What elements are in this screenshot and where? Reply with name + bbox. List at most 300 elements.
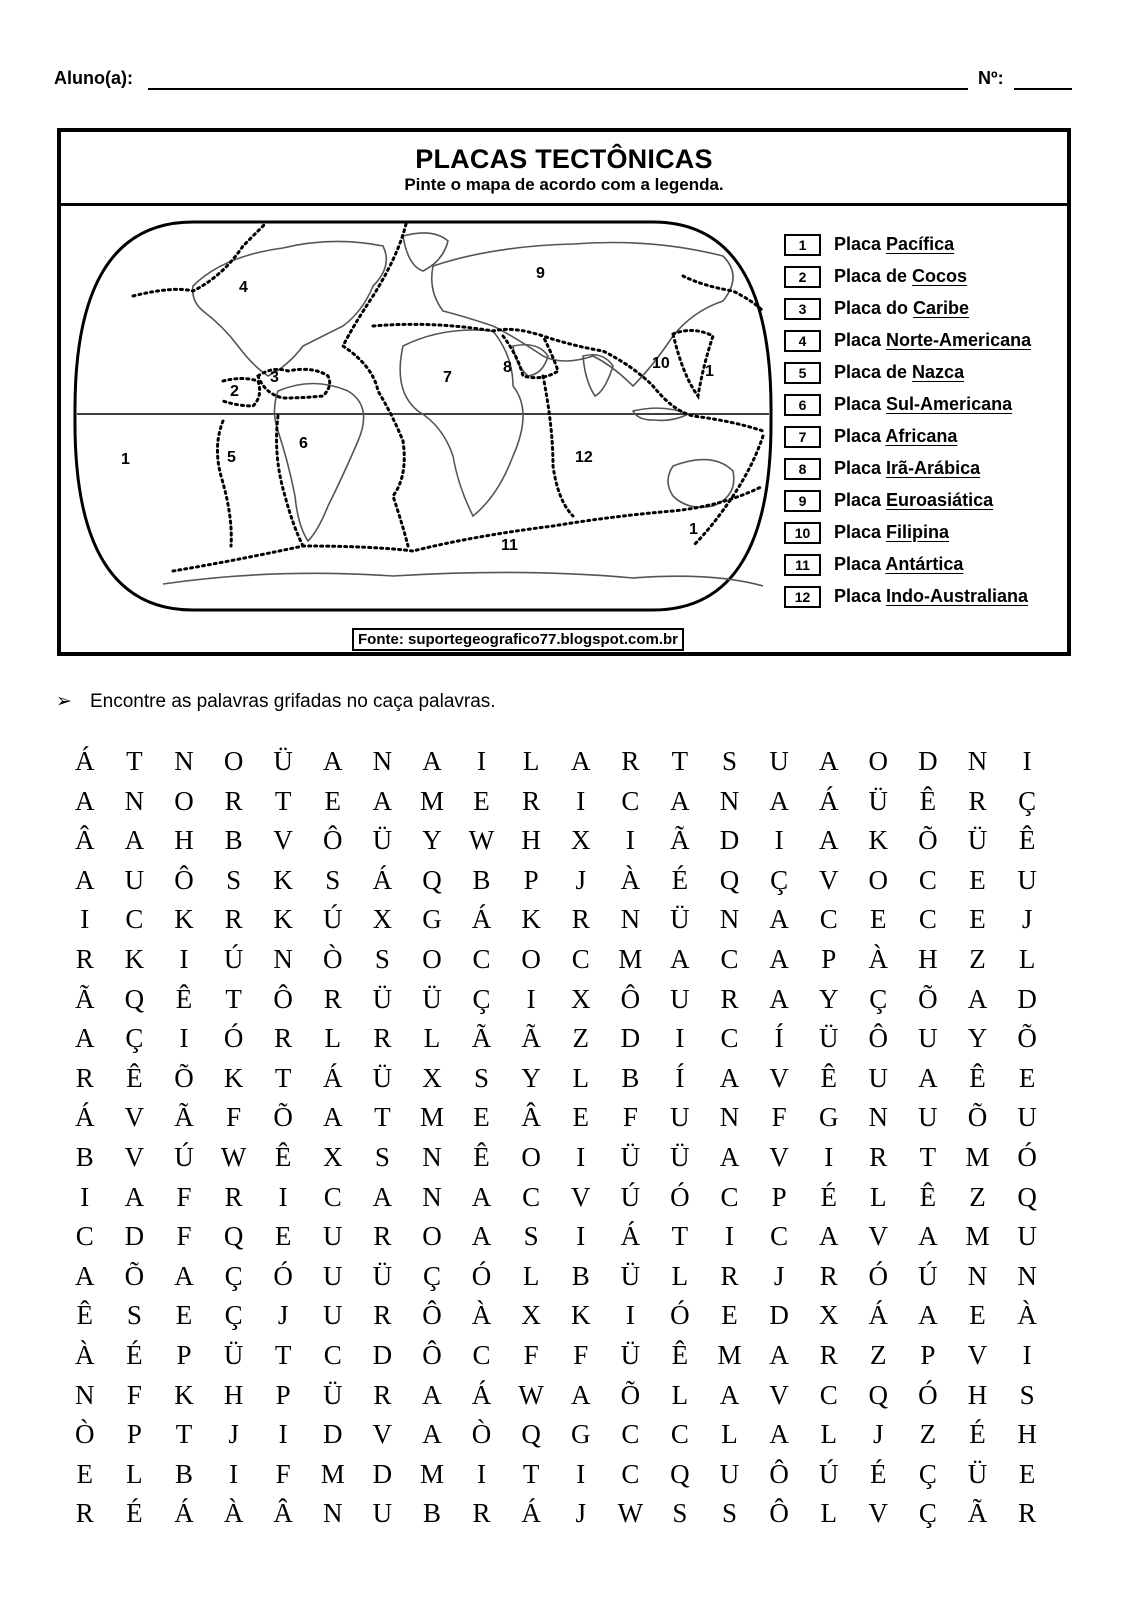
grid-letter[interactable]: N	[323, 1498, 343, 1529]
grid-letter[interactable]: A	[471, 1181, 492, 1212]
grid-letter[interactable]: Y	[422, 825, 442, 856]
grid-letter[interactable]: Ó	[918, 1379, 938, 1410]
grid-letter[interactable]: H	[174, 825, 194, 856]
grid-letter[interactable]: K	[273, 904, 293, 935]
grid-letter[interactable]: Ã	[75, 983, 95, 1014]
grid-letter[interactable]: A	[323, 1102, 343, 1133]
grid-letter[interactable]: E	[76, 1458, 94, 1489]
grid-letter[interactable]: Ü	[670, 904, 690, 935]
grid-letter[interactable]: L	[721, 1419, 738, 1450]
grid-letter[interactable]: R	[224, 1181, 243, 1212]
grid-letter[interactable]: A	[719, 1141, 740, 1172]
grid-letter[interactable]: U	[124, 864, 145, 895]
grid-letter[interactable]: E	[969, 1300, 986, 1331]
grid-letter[interactable]: I	[576, 785, 586, 816]
grid-letter[interactable]: R	[224, 904, 243, 935]
grid-letter[interactable]: I	[1022, 746, 1032, 776]
grid-letter[interactable]: Ç	[224, 1260, 243, 1291]
grid-letter[interactable]: C	[670, 1419, 689, 1450]
grid-letter[interactable]: E	[969, 904, 986, 935]
grid-letter[interactable]: K	[868, 825, 889, 856]
grid-letter[interactable]: N	[620, 904, 641, 935]
grid-letter[interactable]: Ú	[620, 1181, 641, 1212]
grid-letter[interactable]: Â	[273, 1498, 293, 1529]
grid-letter[interactable]: A	[670, 785, 690, 816]
grid-letter[interactable]: N	[967, 1260, 988, 1291]
grid-letter[interactable]: Ü	[620, 1339, 641, 1370]
grid-letter[interactable]: A	[670, 943, 690, 974]
grid-letter[interactable]: U	[918, 1023, 938, 1054]
grid-letter[interactable]: O	[521, 943, 541, 974]
grid-letter[interactable]: P	[920, 1339, 936, 1370]
grid-letter[interactable]: Ü	[223, 1339, 244, 1370]
grid-letter[interactable]: T	[919, 1141, 937, 1172]
grid-letter[interactable]: V	[273, 825, 293, 856]
grid-letter[interactable]: Q	[124, 983, 145, 1014]
grid-letter[interactable]: A	[75, 1260, 95, 1291]
grid-letter[interactable]: C	[720, 1023, 739, 1054]
grid-letter[interactable]: V	[769, 1379, 789, 1410]
grid-letter[interactable]: P	[523, 864, 539, 895]
grid-letter[interactable]: É	[820, 1181, 837, 1212]
grid-letter[interactable]: I	[278, 1181, 288, 1212]
grid-letter[interactable]: F	[622, 1102, 638, 1133]
grid-letter[interactable]: J	[228, 1419, 239, 1450]
grid-letter[interactable]: Ü	[372, 1260, 393, 1291]
grid-letter[interactable]: Z	[969, 943, 986, 974]
grid-letter[interactable]: I	[774, 825, 784, 856]
grid-letter[interactable]: X	[818, 1300, 839, 1331]
grid-letter[interactable]: I	[1022, 1339, 1032, 1370]
grid-letter[interactable]: À	[223, 1498, 244, 1529]
grid-letter[interactable]: A	[769, 943, 789, 974]
grid-letter[interactable]: Z	[969, 1181, 986, 1212]
grid-letter[interactable]: H	[918, 943, 938, 974]
grid-letter[interactable]: A	[75, 785, 95, 816]
grid-letter[interactable]: R	[571, 904, 590, 935]
grid-letter[interactable]: W	[468, 825, 495, 856]
grid-letter[interactable]: T	[374, 1102, 391, 1133]
grid-letter[interactable]: C	[571, 943, 590, 974]
grid-letter[interactable]: X	[422, 1062, 442, 1093]
grid-letter[interactable]: F	[126, 1379, 142, 1410]
grid-letter[interactable]: X	[372, 904, 393, 935]
grid-letter[interactable]: F	[176, 1181, 192, 1212]
grid-letter[interactable]: O	[422, 1221, 442, 1252]
grid-letter[interactable]: Ô	[620, 983, 641, 1014]
grid-letter[interactable]: J	[1021, 904, 1033, 935]
grid-letter[interactable]: A	[719, 1379, 740, 1410]
grid-letter[interactable]: S	[226, 864, 242, 895]
grid-letter[interactable]: U	[323, 1221, 343, 1252]
grid-letter[interactable]: Ó	[223, 1023, 244, 1054]
grid-letter[interactable]: P	[176, 1339, 192, 1370]
grid-letter[interactable]: Õ	[967, 1102, 988, 1133]
grid-letter[interactable]: Y	[967, 1023, 988, 1054]
grid-letter[interactable]: G	[570, 1419, 591, 1450]
grid-letter[interactable]: Ê	[671, 1339, 689, 1370]
grid-letter[interactable]: J	[773, 1260, 785, 1291]
grid-letter[interactable]: A	[918, 1221, 938, 1252]
grid-letter[interactable]: A	[323, 746, 343, 776]
grid-letter[interactable]: C	[720, 1181, 739, 1212]
grid-letter[interactable]: R	[522, 785, 541, 816]
grid-letter[interactable]: A	[75, 1023, 95, 1054]
grid-letter[interactable]: K	[174, 904, 194, 935]
grid-letter[interactable]: E	[473, 785, 490, 816]
grid-letter[interactable]: I	[725, 1221, 735, 1252]
grid-letter[interactable]: R	[323, 983, 342, 1014]
grid-letter[interactable]: Q	[868, 1379, 889, 1410]
grid-letter[interactable]: O	[521, 1141, 541, 1172]
grid-letter[interactable]: Ã	[521, 1023, 541, 1054]
grid-letter[interactable]: C	[472, 943, 491, 974]
grid-letter[interactable]: Á	[372, 864, 393, 895]
grid-letter[interactable]: L	[671, 1379, 689, 1410]
grid-letter[interactable]: Ü	[273, 746, 293, 776]
grid-letter[interactable]: R	[869, 1141, 888, 1172]
grid-letter[interactable]: C	[621, 1458, 640, 1489]
grid-letter[interactable]: R	[472, 1498, 491, 1529]
grid-letter[interactable]: Ú	[323, 904, 343, 935]
grid-letter[interactable]: A	[124, 825, 145, 856]
grid-letter[interactable]: V	[818, 864, 839, 895]
grid-letter[interactable]: F	[226, 1102, 242, 1133]
grid-letter[interactable]: Õ	[1017, 1023, 1037, 1054]
grid-letter[interactable]: Ó	[670, 1300, 690, 1331]
grid-letter[interactable]: A	[174, 1260, 194, 1291]
grid-letter[interactable]: E	[324, 785, 342, 816]
grid-letter[interactable]: K	[273, 864, 293, 895]
grid-letter[interactable]: K	[223, 1062, 244, 1093]
grid-letter[interactable]: V	[570, 1181, 591, 1212]
grid-letter[interactable]: M	[320, 1458, 345, 1489]
grid-letter[interactable]: J	[277, 1300, 289, 1331]
grid-letter[interactable]: L	[522, 746, 540, 776]
grid-letter[interactable]: Ó	[1017, 1141, 1037, 1172]
grid-letter[interactable]: Ç	[869, 983, 888, 1014]
grid-letter[interactable]: Q	[719, 864, 740, 895]
grid-letter[interactable]: Ç	[770, 864, 789, 895]
grid-letter[interactable]: N	[372, 746, 393, 776]
grid-letter[interactable]: U	[918, 1102, 938, 1133]
grid-letter[interactable]: E	[274, 1221, 292, 1252]
grid-letter[interactable]: Y	[818, 983, 839, 1014]
grid-letter[interactable]: R	[373, 1023, 392, 1054]
grid-letter[interactable]: S	[325, 864, 341, 895]
grid-letter[interactable]: E	[1018, 1062, 1036, 1093]
grid-letter[interactable]: C	[323, 1339, 342, 1370]
grid-letter[interactable]: C	[918, 904, 937, 935]
grid-letter[interactable]: I	[576, 1221, 586, 1252]
grid-letter[interactable]: V	[124, 1102, 145, 1133]
grid-letter[interactable]: B	[75, 1141, 94, 1172]
grid-letter[interactable]: Ü	[620, 1260, 641, 1291]
grid-letter[interactable]: E	[969, 864, 986, 895]
grid-letter[interactable]: A	[372, 1181, 393, 1212]
grid-letter[interactable]: X	[570, 983, 591, 1014]
grid-letter[interactable]: É	[870, 1458, 887, 1489]
grid-letter[interactable]: R	[968, 785, 987, 816]
grid-letter[interactable]: Ú	[918, 1260, 938, 1291]
grid-letter[interactable]: Ç	[1018, 785, 1037, 816]
grid-letter[interactable]: I	[625, 1300, 635, 1331]
grid-letter[interactable]: K	[521, 904, 541, 935]
grid-letter[interactable]: N	[868, 1102, 889, 1133]
grid-letter[interactable]: U	[1017, 1102, 1037, 1133]
grid-letter[interactable]: I	[526, 983, 536, 1014]
grid-letter[interactable]: A	[918, 1300, 938, 1331]
grid-letter[interactable]: J	[873, 1419, 884, 1450]
grid-letter[interactable]: À	[1017, 1300, 1037, 1331]
grid-letter[interactable]: U	[1017, 864, 1037, 895]
grid-letter[interactable]: Ç	[125, 1023, 144, 1054]
grid-letter[interactable]: Ê	[820, 1062, 837, 1093]
grid-letter[interactable]: C	[472, 1339, 491, 1370]
grid-letter[interactable]: Ü	[670, 1141, 690, 1172]
grid-letter[interactable]: B	[621, 1062, 640, 1093]
grid-letter[interactable]: Ô	[422, 1300, 442, 1331]
grid-letter[interactable]: Ü	[620, 1141, 641, 1172]
grid-letter[interactable]: R	[621, 746, 640, 776]
grid-letter[interactable]: A	[570, 1379, 591, 1410]
grid-letter[interactable]: N	[273, 943, 293, 974]
grid-letter[interactable]: B	[472, 864, 491, 895]
grid-letter[interactable]: Ü	[422, 983, 442, 1014]
grid-letter[interactable]: É	[671, 864, 689, 895]
grid-letter[interactable]: L	[870, 1181, 887, 1212]
grid-letter[interactable]: Ú	[223, 943, 244, 974]
grid-letter[interactable]: É	[126, 1498, 143, 1529]
grid-letter[interactable]: I	[477, 1458, 487, 1489]
grid-letter[interactable]: D	[372, 1458, 393, 1489]
grid-letter[interactable]: Ê	[473, 1141, 490, 1172]
grid-letter[interactable]: S	[126, 1300, 142, 1331]
grid-letter[interactable]: C	[819, 904, 838, 935]
grid-letter[interactable]: S	[523, 1221, 539, 1252]
grid-letter[interactable]: C	[918, 864, 937, 895]
grid-letter[interactable]: R	[373, 1379, 392, 1410]
grid-letter[interactable]: A	[818, 746, 839, 776]
grid-letter[interactable]: M	[419, 785, 444, 816]
grid-letter[interactable]: Ü	[372, 825, 393, 856]
grid-letter[interactable]: L	[522, 1260, 540, 1291]
grid-letter[interactable]: Á	[868, 1300, 889, 1331]
grid-letter[interactable]: P	[126, 1419, 142, 1450]
grid-letter[interactable]: Ã	[670, 825, 690, 856]
grid-letter[interactable]: Í	[675, 1062, 685, 1093]
grid-letter[interactable]: Ç	[224, 1300, 243, 1331]
grid-letter[interactable]: Ã	[471, 1023, 492, 1054]
grid-letter[interactable]: D	[323, 1419, 343, 1450]
grid-letter[interactable]: Á	[818, 785, 839, 816]
grid-letter[interactable]: Õ	[273, 1102, 293, 1133]
grid-letter[interactable]: T	[175, 1419, 193, 1450]
grid-letter[interactable]: L	[423, 1023, 441, 1054]
grid-letter[interactable]: R	[720, 1260, 739, 1291]
grid-letter[interactable]: V	[868, 1221, 889, 1252]
grid-letter[interactable]: D	[124, 1221, 145, 1252]
grid-letter[interactable]: C	[323, 1181, 342, 1212]
grid-letter[interactable]: I	[278, 1419, 288, 1450]
grid-letter[interactable]: A	[719, 1062, 740, 1093]
grid-letter[interactable]: V	[967, 1339, 988, 1370]
grid-letter[interactable]: E	[572, 1102, 589, 1133]
grid-letter[interactable]: L	[126, 1458, 143, 1489]
grid-letter[interactable]: B	[224, 825, 243, 856]
grid-letter[interactable]: À	[75, 1339, 95, 1370]
grid-letter[interactable]: T	[274, 1062, 292, 1093]
grid-letter[interactable]: I	[80, 904, 90, 935]
grid-letter[interactable]: F	[176, 1221, 192, 1252]
grid-letter[interactable]: H	[223, 1379, 244, 1410]
grid-letter[interactable]: T	[126, 746, 143, 776]
grid-letter[interactable]: D	[918, 746, 938, 776]
grid-letter[interactable]: M	[618, 943, 643, 974]
grid-letter[interactable]: N	[75, 1379, 95, 1410]
grid-letter[interactable]: A	[422, 1419, 442, 1450]
grid-letter[interactable]: H	[521, 825, 541, 856]
grid-letter[interactable]: Í	[774, 1023, 784, 1054]
grid-letter[interactable]: A	[769, 785, 789, 816]
grid-letter[interactable]: U	[1017, 1221, 1037, 1252]
grid-letter[interactable]: R	[373, 1300, 392, 1331]
grid-letter[interactable]: W	[220, 1141, 247, 1172]
grid-letter[interactable]: S	[474, 1062, 490, 1093]
grid-letter[interactable]: V	[124, 1141, 145, 1172]
grid-letter[interactable]: Ó	[670, 1181, 690, 1212]
grid-letter[interactable]: U	[719, 1458, 740, 1489]
grid-letter[interactable]: N	[719, 785, 740, 816]
grid-letter[interactable]: K	[570, 1300, 591, 1331]
grid-letter[interactable]: A	[769, 1419, 789, 1450]
grid-letter[interactable]: X	[521, 1300, 541, 1331]
grid-letter[interactable]: Ò	[471, 1419, 492, 1450]
grid-letter[interactable]: Ã	[967, 1498, 988, 1529]
grid-letter[interactable]: Ü	[967, 825, 988, 856]
grid-letter[interactable]: Q	[521, 1419, 541, 1450]
grid-letter[interactable]: P	[275, 1379, 291, 1410]
grid-letter[interactable]: R	[75, 1062, 94, 1093]
grid-letter[interactable]: U	[323, 1300, 343, 1331]
grid-letter[interactable]: Â	[521, 1102, 541, 1133]
grid-letter[interactable]: Ò	[323, 943, 343, 974]
grid-letter[interactable]: I	[80, 1181, 90, 1212]
grid-letter[interactable]: W	[518, 1379, 544, 1410]
grid-letter[interactable]: B	[571, 1260, 590, 1291]
grid-letter[interactable]: L	[820, 1419, 837, 1450]
grid-letter[interactable]: R	[224, 785, 243, 816]
grid-letter[interactable]: Ç	[472, 983, 491, 1014]
grid-letter[interactable]: N	[174, 746, 194, 776]
grid-letter[interactable]: Z	[919, 1419, 937, 1450]
grid-letter[interactable]: Õ	[620, 1379, 641, 1410]
grid-letter[interactable]: Q	[1017, 1181, 1037, 1212]
grid-letter[interactable]: C	[770, 1221, 789, 1252]
grid-letter[interactable]: T	[522, 1458, 540, 1489]
grid-letter[interactable]: A	[570, 746, 591, 776]
grid-letter[interactable]: J	[575, 864, 586, 895]
grid-letter[interactable]: Õ	[918, 983, 938, 1014]
grid-letter[interactable]: S	[1019, 1379, 1035, 1410]
grid-letter[interactable]: U	[670, 1102, 690, 1133]
grid-letter[interactable]: Ç	[918, 1458, 937, 1489]
grid-letter[interactable]: Á	[620, 1221, 641, 1252]
grid-letter[interactable]: Z	[572, 1023, 589, 1054]
grid-letter[interactable]: À	[620, 864, 641, 895]
grid-letter[interactable]: M	[965, 1141, 990, 1172]
grid-letter[interactable]: N	[422, 1141, 442, 1172]
grid-letter[interactable]: Ê	[1018, 825, 1036, 856]
grid-letter[interactable]: S	[722, 1498, 738, 1529]
grid-letter[interactable]: C	[522, 1181, 541, 1212]
grid-letter[interactable]: F	[771, 1102, 787, 1133]
grid-letter[interactable]: F	[523, 1339, 539, 1370]
grid-letter[interactable]: Á	[471, 904, 492, 935]
grid-letter[interactable]: C	[621, 785, 640, 816]
grid-letter[interactable]: I	[824, 1141, 834, 1172]
grid-letter[interactable]: É	[969, 1419, 986, 1450]
grid-letter[interactable]: Ç	[422, 1260, 441, 1291]
grid-letter[interactable]: À	[868, 943, 889, 974]
grid-letter[interactable]: R	[819, 1339, 838, 1370]
grid-letter[interactable]: A	[769, 904, 789, 935]
grid-letter[interactable]: X	[323, 1141, 343, 1172]
grid-letter[interactable]: E	[1018, 1458, 1036, 1489]
grid-letter[interactable]: C	[75, 1221, 94, 1252]
grid-letter[interactable]: Ô	[422, 1339, 442, 1370]
grid-letter[interactable]: M	[419, 1102, 444, 1133]
grid-letter[interactable]: A	[818, 825, 839, 856]
grid-letter[interactable]: Á	[323, 1062, 343, 1093]
grid-letter[interactable]: D	[372, 1339, 393, 1370]
grid-letter[interactable]: D	[1017, 983, 1037, 1014]
grid-letter[interactable]: Ê	[969, 1062, 986, 1093]
grid-letter[interactable]: I	[675, 1023, 685, 1054]
grid-letter[interactable]: N	[1017, 1260, 1037, 1291]
grid-letter[interactable]: V	[769, 1141, 789, 1172]
grid-letter[interactable]: C	[621, 1419, 640, 1450]
grid-letter[interactable]: L	[820, 1498, 837, 1529]
grid-letter[interactable]: I	[477, 746, 487, 776]
grid-letter[interactable]: E	[473, 1102, 490, 1133]
grid-letter[interactable]: E	[175, 1300, 193, 1331]
grid-letter[interactable]: O	[174, 785, 194, 816]
grid-letter[interactable]: U	[670, 983, 690, 1014]
grid-letter[interactable]: À	[471, 1300, 492, 1331]
grid-letter[interactable]: Ç	[918, 1498, 937, 1529]
grid-letter[interactable]: R	[274, 1023, 293, 1054]
grid-letter[interactable]: L	[572, 1062, 589, 1093]
grid-letter[interactable]: P	[821, 943, 837, 974]
grid-letter[interactable]: F	[275, 1458, 291, 1489]
grid-letter[interactable]: I	[576, 1458, 586, 1489]
grid-letter[interactable]: A	[769, 983, 789, 1014]
grid-letter[interactable]: Y	[521, 1062, 541, 1093]
grid-letter[interactable]: Ü	[818, 1023, 839, 1054]
grid-letter[interactable]: A	[124, 1181, 145, 1212]
grid-letter[interactable]: D	[719, 825, 740, 856]
grid-letter[interactable]: D	[620, 1023, 641, 1054]
grid-letter[interactable]: A	[769, 1339, 789, 1370]
grid-letter[interactable]: Ú	[818, 1458, 839, 1489]
grid-letter[interactable]: O	[223, 746, 244, 776]
grid-letter[interactable]: A	[471, 1221, 492, 1252]
grid-letter[interactable]: S	[374, 943, 390, 974]
grid-letter[interactable]: M	[717, 1339, 742, 1370]
grid-letter[interactable]: M	[965, 1221, 990, 1252]
grid-letter[interactable]: N	[967, 746, 988, 776]
